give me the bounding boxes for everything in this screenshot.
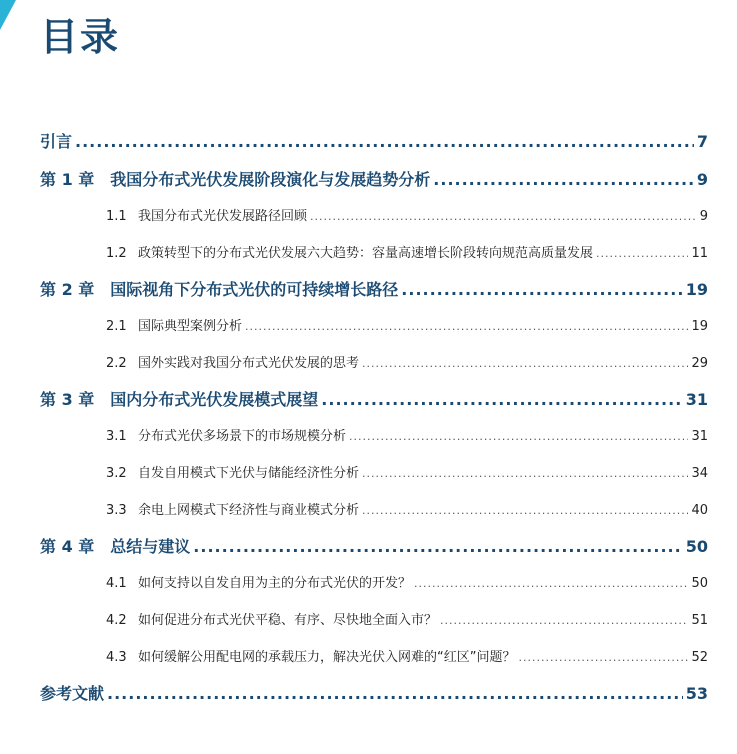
corner-accent-triangle: [0, 0, 16, 30]
dot-leader: [596, 235, 688, 272]
toc-entry-label: 引言: [40, 132, 73, 151]
dot-leader: [107, 676, 683, 712]
toc-entry-label: 第 2 章 国际视角下分布式光伏的可持续增长路径: [40, 280, 399, 299]
toc-entry-page: 50: [685, 537, 708, 556]
toc-entry-page: 29: [691, 356, 708, 371]
toc-entry-label: 自发自用模式下光伏与储能经济性分析: [138, 466, 360, 481]
toc-entry-chapter-4[interactable]: [40, 529, 708, 565]
toc-entry-section-3-1[interactable]: [40, 418, 708, 455]
toc-section-number: 4.1: [106, 576, 127, 591]
toc-entry-label: 如何支持以自发自用为主的分布式光伏的开发？: [138, 576, 412, 591]
toc-entry-section-1-1[interactable]: [40, 198, 708, 235]
toc-entry-section-2-2[interactable]: [40, 345, 708, 382]
toc-entry-page: 50: [691, 576, 708, 591]
toc-entry-label: 分布式光伏多场景下的市场规模分析: [138, 429, 347, 444]
toc-entry-page: 31: [685, 390, 708, 409]
toc-section-number: 4.3: [106, 650, 127, 665]
toc-entry-section-3-2[interactable]: [40, 455, 708, 492]
toc-entry-page: 19: [691, 319, 708, 334]
dot-leader: [362, 345, 688, 382]
toc-entry-page: 52: [691, 650, 708, 665]
toc-entry-page: 11: [691, 246, 708, 261]
toc-entry-label: 政策转型下的分布式光伏发展六大趋势：容量高速增长阶段转向规范高质量发展: [138, 246, 594, 261]
toc-entry-chapter-1[interactable]: [40, 162, 708, 198]
toc-entry-label: 如何缓解公用配电网的承载压力，解决光伏入网难的“红区”问题？: [138, 650, 516, 665]
dot-leader: [245, 308, 688, 345]
toc-entry-page: 34: [691, 466, 708, 481]
toc-entry-page: 9: [699, 209, 708, 224]
dot-leader: [310, 198, 697, 235]
dot-leader: [362, 455, 688, 492]
toc-entry-label: 第 1 章 我国分布式光伏发展阶段演化与发展趋势分析: [40, 170, 431, 189]
toc-entry-page: 53: [685, 684, 708, 703]
toc-entry-label: 我国分布式光伏发展路径回顾: [138, 209, 308, 224]
dot-leader: [75, 124, 694, 160]
toc-entry-label: 第 3 章 国内分布式光伏发展模式展望: [40, 390, 319, 409]
toc-section-number: 2.1: [106, 319, 127, 334]
dot-leader: [440, 602, 688, 639]
toc-entry-section-4-3[interactable]: [40, 639, 708, 676]
toc-section-number: 1.1: [106, 209, 127, 224]
toc-section-number: 3.3: [106, 503, 127, 518]
toc-entry-section-4-2[interactable]: [40, 602, 708, 639]
toc-entry-page: 7: [696, 132, 708, 151]
toc-section-number: 1.2: [106, 246, 127, 261]
toc-entry-chapter-2[interactable]: [40, 272, 708, 308]
dot-leader: [349, 418, 688, 455]
toc-entry-intro[interactable]: [40, 124, 708, 160]
dot-leader: [401, 272, 682, 308]
toc-entry-section-1-2[interactable]: [40, 235, 708, 272]
toc-entry-references[interactable]: [40, 676, 708, 712]
toc-entry-page: 40: [691, 503, 708, 518]
toc-entry-label: 第 4 章 总结与建议: [40, 537, 191, 556]
dot-leader: [414, 565, 688, 602]
dot-leader: [193, 529, 682, 565]
toc-entry-section-3-3[interactable]: [40, 492, 708, 529]
table-of-contents: [40, 124, 708, 712]
toc-entry-section-2-1[interactable]: [40, 308, 708, 345]
toc-entry-page: 51: [691, 613, 708, 628]
toc-entry-label: 如何促进分布式光伏平稳、有序、尽快地全面入市？: [138, 613, 438, 628]
page-title: 目录: [40, 15, 121, 59]
dot-leader: [518, 639, 688, 676]
toc-entry-page: 31: [691, 429, 708, 444]
toc-entry-label: 参考文献: [40, 684, 105, 703]
toc-entry-chapter-3[interactable]: [40, 382, 708, 418]
toc-entry-section-4-1[interactable]: [40, 565, 708, 602]
toc-entry-page: 19: [685, 280, 708, 299]
dot-leader: [321, 382, 682, 418]
toc-section-number: 4.2: [106, 613, 127, 628]
dot-leader: [433, 162, 694, 198]
toc-section-number: 2.2: [106, 356, 127, 371]
toc-section-number: 3.1: [106, 429, 127, 444]
toc-entry-label: 余电上网模式下经济性与商业模式分析: [138, 503, 360, 518]
dot-leader: [362, 492, 688, 529]
toc-entry-label: 国际典型案例分析: [138, 319, 243, 334]
toc-section-number: 3.2: [106, 466, 127, 481]
toc-entry-label: 国外实践对我国分布式光伏发展的思考: [138, 356, 360, 371]
toc-entry-page: 9: [696, 170, 708, 189]
